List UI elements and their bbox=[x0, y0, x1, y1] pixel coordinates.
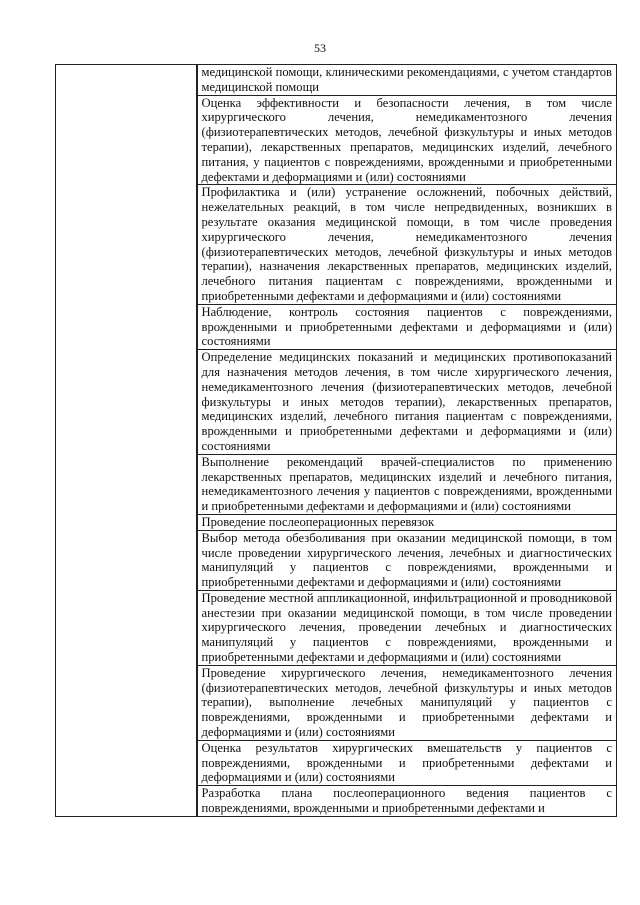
action-cell bbox=[197, 786, 617, 817]
action-cell bbox=[197, 454, 617, 514]
action-cell bbox=[197, 350, 617, 455]
table-body bbox=[56, 65, 617, 817]
action-cell bbox=[197, 590, 617, 665]
action-cell bbox=[197, 665, 617, 740]
action-text: Разработка плана послеоперационного ведения пациентов с повреждениями, врожденными и приобретенными дефектами и bbox=[201, 786, 612, 816]
action-text: Проведение хирургического лечения, немедикаментозного лечения (физиотерапевтических методов, лечебной физкультуры и иных методов терапии), выполнение лечебных манипуляций у пациентов с повреждениями, врожденными и приобретенными дефектами и деформациями и (или) состояниями bbox=[201, 665, 612, 740]
action-cell bbox=[197, 740, 617, 785]
action-text: Оценка эффективности и безопасности лечения, в том числе хирургического лечения, немедикаментозного лечения (физиотерапевтических методов, лечебной физкультуры и иных методов терапии), лекарственных препаратов, медицинских изделий, лечебного питания, у пациентов с повреждениями, врожденными и приобретенными дефектами и деформациями и (или) состояниями bbox=[201, 95, 612, 184]
action-text: Профилактика и (или) устранение осложнений, побочных действий, нежелательных реакций, в том числе непредвиденных, возникших в результате оказания медицинской помощи, в том числе проведения хирургического лечения, немедикаментозного лечения (физиотерапевтических методов, лечебной физкультуры и иных методов терапии), назначения лекарственных препаратов, медицинских изделий, лечебного питания пациентам с повреждениями, врожденными и приобретенными дефектами и деформациями и (или) состояниями bbox=[201, 185, 612, 303]
action-cell bbox=[197, 514, 617, 530]
action-text: Наблюдение, контроль состояния пациентов с повреждениями, врожденными и приобретенными дефектами и деформациями и (или) состояниями bbox=[201, 304, 612, 349]
action-cell bbox=[197, 95, 617, 185]
action-text: Определение медицинских показаний и медицинских противопоказаний для назначения методов лечения, в том числе хирургического лечения, немедикаментозного лечения (физиотерапевтических методов, лечебной физкультуры и иных методов терапии), лекарственных препаратов, медицинских изделий, лечебного питания пациентам с повреждениями, врожденными и приобретенными дефектами и деформациями и (или) состояниями bbox=[201, 350, 612, 453]
function-name-cell bbox=[56, 65, 197, 817]
table-row bbox=[56, 65, 617, 96]
action-cell bbox=[197, 65, 617, 96]
action-text: медицинской помощи, клиническими рекомендациями, с учетом стандартов медицинской помощи bbox=[201, 65, 612, 94]
action-text: Выполнение рекомендаций врачей-специалистов по применению лекарственных препаратов, медицинских изделий и лечебного питания, немедикаментозного лечения у пациентов с повреждениями, врожденными и приобретенными дефектами и деформациями и (или) состояниями bbox=[201, 454, 612, 514]
action-text: Проведение послеоперационных перевязок bbox=[201, 514, 435, 529]
page-number: 53 bbox=[314, 41, 326, 55]
action-text: Проведение местной аппликационной, инфильтрационной и проводниковой анестезии при оказании медицинской помощи, в том числе проведении хирургического лечения, проведении лечебных и диагностических манипуляций у пациентов с повреждениями, врожденными и приобретенными дефектами и деформациями и (или) состояниями bbox=[201, 590, 612, 665]
action-cell bbox=[197, 530, 617, 590]
labor-functions-table bbox=[55, 64, 617, 817]
action-cell bbox=[197, 185, 617, 304]
action-text: Оценка результатов хирургических вмешательств у пациентов с повреждениями, врожденными и приобретенными дефектами и деформациями и (или) состояниями bbox=[201, 740, 612, 785]
action-cell bbox=[197, 304, 617, 349]
action-text: Выбор метода обезболивания при оказании медицинской помощи, в том числе проведении хирургического лечения, лечебных и диагностических манипуляций у пациентов с повреждениями, врожденными и приобретенными дефектами и деформациями и (или) состояниями bbox=[201, 530, 612, 590]
